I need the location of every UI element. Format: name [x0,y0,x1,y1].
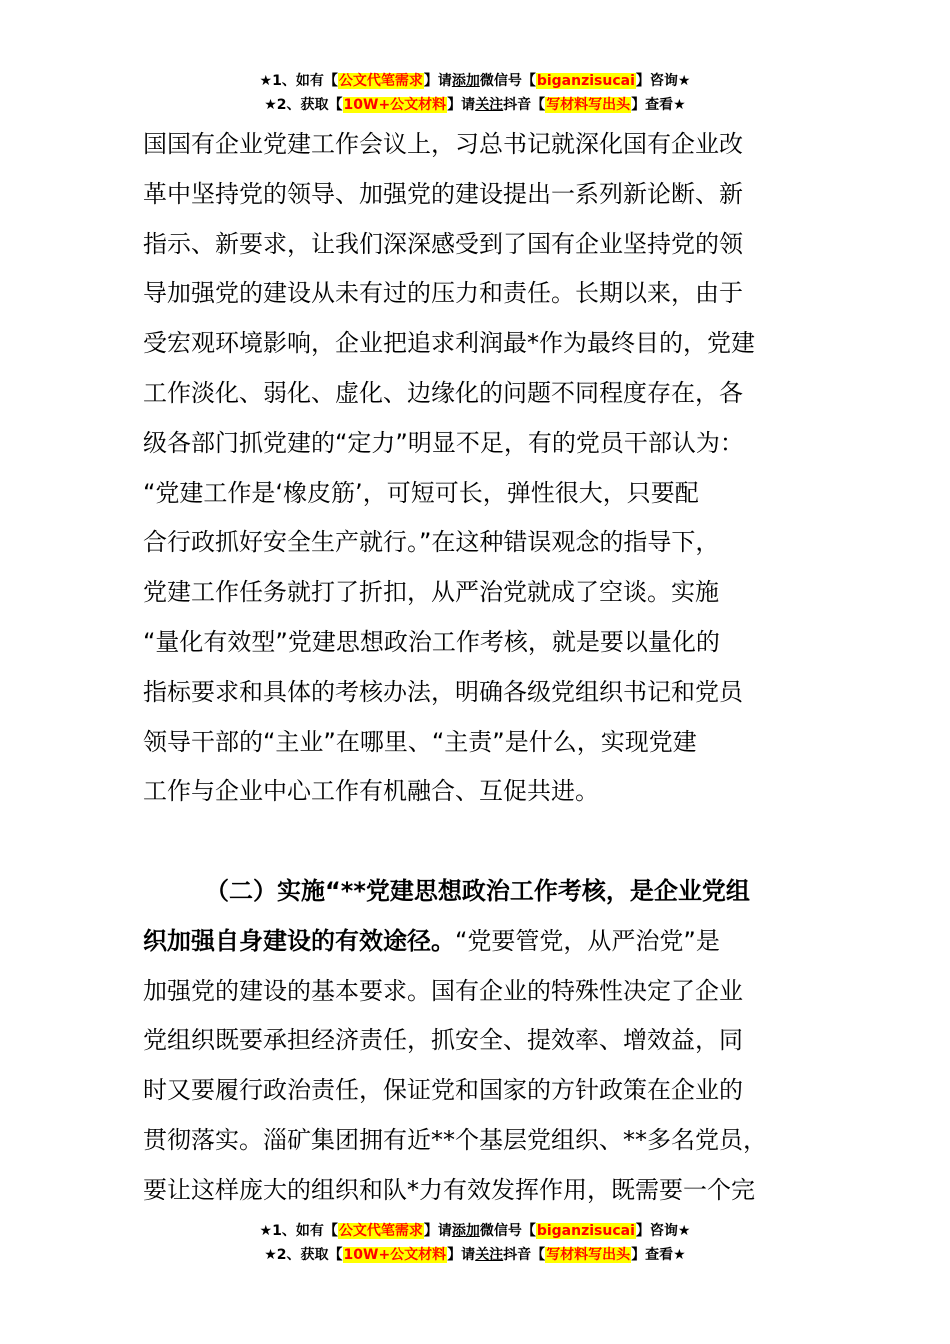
banner-text: 抖音【 [503,1247,546,1263]
banner-text: 】请 [447,97,476,113]
body-line: 党组织既要承担经济责任，抓安全、提效率、增效益，同 [143,1026,743,1055]
footer-banner-line-2 [0,1243,950,1267]
paragraph-gap [143,817,811,867]
banner-highlight: 公文代笔需求 [338,73,423,89]
banner-text: ★1、如有【 [259,1223,338,1239]
body-line: “党建工作是‘橡皮筋’，可短可长，弹性很大，只要配 [143,478,699,507]
body-line: 领导干部的“主业”在哪里、“主责”是什么，实现党建 [143,727,697,756]
body-line: 国国有企业党建工作会议上，习总书记就深化国有企业改 [143,130,743,158]
banner-text: 微信号【 [479,73,536,89]
banner-text: 微信号【 [479,1223,536,1239]
section-heading-continuation [143,917,811,967]
banner-underlined-text: 添加 [451,1223,480,1239]
footer-banner [0,1219,950,1267]
body-line: 指示、新要求，让我们深深感受到了国有企业坚持党的领 [143,229,743,258]
banner-text: ★1、如有【 [259,73,338,89]
banner-text: 】请 [423,1223,452,1239]
body-line: 合行政抓好安全生产就行。”在这种错误观念的指导下， [143,528,720,557]
header-banner [0,69,950,117]
banner-text: ★2、获取【 [264,1247,343,1263]
footer-banner-line-1 [0,1219,950,1243]
banner-text: 】请 [447,1247,476,1263]
body-line: 受宏观环境影响，企业把追求利润最*作为最终目的，党建 [143,329,755,358]
body-line: 贯彻落实。淄矿集团拥有近**个基层党组织、**多名党员， [143,1125,767,1154]
document-body [143,120,811,1216]
banner-text: 】咨询★ [635,73,691,89]
header-banner-line-1 [0,69,950,93]
banner-highlight-wechat-id: biganzisucai [536,73,635,89]
body-line: 工作与企业中心工作有机融合、互促共进。 [143,777,599,806]
body-line: 指标要求和具体的考核办法，明确各级党组织书记和党员 [143,677,743,706]
body-line: 加强党的建设的基本要求。国有企业的特殊性决定了企业 [143,976,743,1005]
body-line: 级各部门抓党建的“定力”明显不足，有的党员干部认为： [143,428,744,457]
banner-text: ★2、获取【 [264,97,343,113]
banner-highlight-douyin-id: 写材料写出头 [546,97,631,113]
banner-highlight: 10W+公文材料 [343,97,447,113]
banner-text: 】请 [423,73,452,89]
body-line: 导加强党的建设从未有过的压力和责任。长期以来，由于 [143,279,743,308]
section-heading: （二）实施“**党建思想政治工作考核，是企业党组 [205,876,750,905]
banner-text: 】查看★ [631,97,686,113]
body-line: “量化有效型”党建思想政治工作考核，就是要以量化的 [143,627,720,656]
banner-text: 抖音【 [503,97,546,113]
banner-underlined-text: 关注 [475,1247,504,1263]
section-heading-bold-tail: 织加强自身建设的有效途径。 [143,926,455,955]
body-line-inline: “党要管党，从严治党”是 [455,926,720,955]
banner-highlight-wechat-id: biganzisucai [536,1223,635,1239]
banner-highlight: 公文代笔需求 [338,1223,423,1239]
banner-text: 】查看★ [631,1247,686,1263]
banner-text: 】咨询★ [635,1223,691,1239]
body-line: 党建工作任务就打了折扣，从严治党就成了空谈。实施 [143,578,719,607]
banner-underlined-text: 关注 [475,97,504,113]
body-line: 革中坚持党的领导、加强党的建设提出一系列新论断、新 [143,179,743,208]
body-line: 要让这样庞大的组织和队*力有效发挥作用，既需要一个完 [143,1175,755,1204]
banner-highlight: 10W+公文材料 [343,1247,447,1263]
body-line: 工作淡化、弱化、虚化、边缘化的问题不同程度存在，各 [143,378,743,407]
body-line: 时又要履行政治责任，保证党和国家的方针政策在企业的 [143,1076,743,1105]
banner-highlight-douyin-id: 写材料写出头 [546,1247,631,1263]
banner-underlined-text: 添加 [451,73,480,89]
header-banner-line-2 [0,93,950,117]
